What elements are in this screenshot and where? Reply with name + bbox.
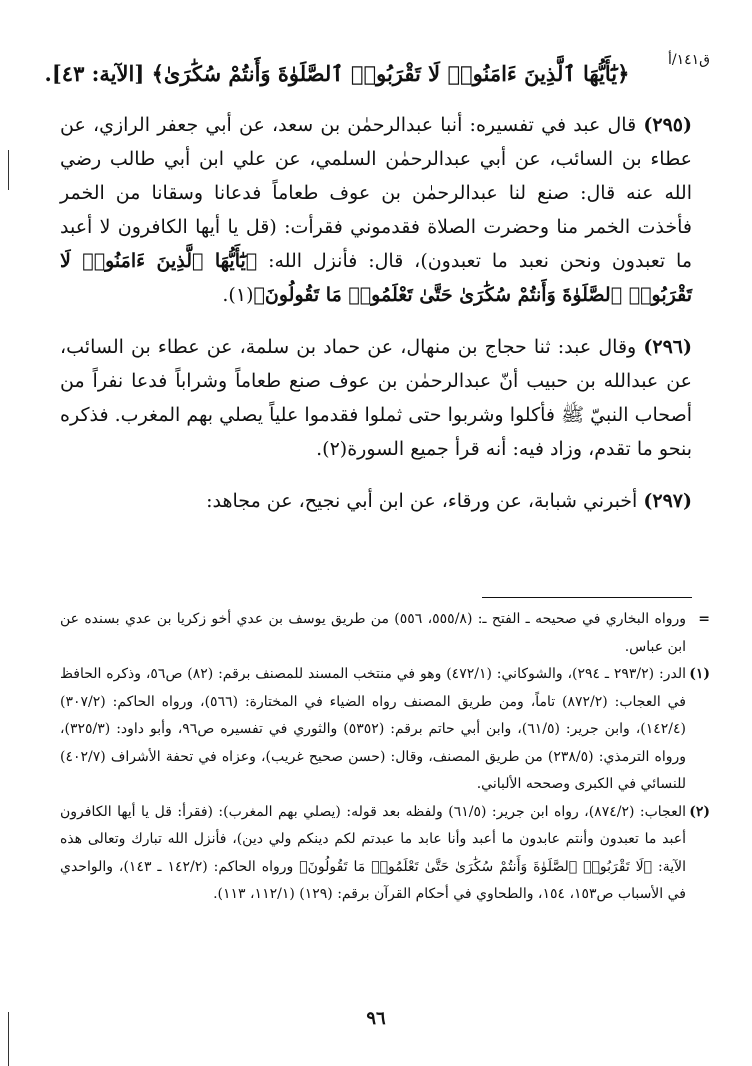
footnotes [60, 606, 710, 909]
narration-296 [60, 330, 692, 466]
narration-number: (٢٩٥) [643, 114, 693, 136]
margin-rule [8, 150, 9, 190]
narration-text: قال عبد في تفسيره: أنبا عبدالرحمٰن بن سعد، عن أبي جعفر الرازي، عن عطاء بن السائب، عن أبي عبدالرحمٰن السلمي، عن علي ابن أبي طالب رضي الله عنه قال: صنع لنا عبدالرحمٰن بن عوف طعاماً فدعانا وسقانا من الخمر فأخذت الخمر منا وحضرت الصلاة فقدموني فقرأت: (قل يا أيها الكافرون لا أعبد ما تعبدون ونحن نعبد ما تعبدون)، قال: فأنزل الله: [60, 114, 692, 272]
quran-quote: ﴿يَٰٓأَيُّهَا ٱلَّذِينَ ءَامَنُوا۟ لَا تَقْرَبُوا۟ ٱلصَّلَوٰةَ وَأَنتُمْ سُكَٰرَىٰ حَتَّىٰ تَعْلَمُوا۟ مَا تَقُولُونَ﴾ [60, 250, 692, 306]
footnote-text: العجاب: (٨٧٤/٢)، رواه ابن جرير: (٦١/٥) ولفظه بعد قوله: (يصلي بهم المغرب): (فقرأ: قل يا أيها الكافرون أعبد ما تعبدون وأنتم عابدون ما أعبد وأنا عابد ما عبدتم لكم دينكم ولي دين)، فأنزل الله تبارك وتعالى هذه الآية: ﴿لَا تَقْرَبُوا۟ ٱلصَّلَوٰةَ وَأَنتُمْ سُكَٰرَىٰ حَتَّىٰ تَعْلَمُوا۟ مَا تَقُولُونَ﴾ ورواه الحاكم: (١٤٢/٢ ـ ١٤٣)، والواحدي في الأسباب ص١٥٣، ١٥٤، والطحاوي في أحكام القرآن برقم: (١٢٩) (١١٢/١، ١١٣). [60, 803, 686, 902]
narration-295 [60, 108, 692, 312]
footnote-text: ورواه البخاري في صحيحه ـ الفتح ـ: (٥٥٥/٨، ٥٥٦) من طريق يوسف بن عدي أخو زكريا بن عدي بسنده عن ابن عباس. [60, 611, 687, 655]
footnote-separator [482, 597, 692, 598]
footnote-ref: (١). [222, 284, 254, 306]
footnote-continuation [60, 606, 710, 661]
footnote-mark: = [698, 611, 710, 627]
narration-number: (٢٩٧) [643, 490, 692, 512]
main-text [60, 108, 692, 536]
footnote-mark: (١) [689, 666, 710, 682]
page-number: ٩٦ [366, 1008, 386, 1029]
footnote-2 [60, 799, 710, 909]
narration-text: وقال عبد: ثنا حجاج بن منهال، عن حماد بن سلمة، عن عطاء بن السائب، عن عبدالله بن حبيب أنّ عبدالرحمٰن بن عوف صنع طعاماً وشراباً فدعا نفراً من أصحاب النبيّ ﷺ فأكلوا وشربوا حتى ثملوا فقدموا علياً يصلي بهم المغرب. فذكره بنحو ما تقدم، وزاد فيه: أنه قرأ جميع السورة(٢). [60, 336, 692, 460]
footnote-text: الدر: (٢٩٣/٢ ـ ٢٩٤)، والشوكاني: (٤٧٢/١) وهو في منتخب المسند للمصنف برقم: (٨٢) ص٥٦، وذكره الحافظ في العجاب: (٨٧٢/٢) تاماً، ومن طريق المصنف رواه الضياء في المختارة: (٥٦٦)، ورواه الحاكم: (٣٠٧/٢) (١٤٢/٤)، وابن جرير: (٦١/٥)، وابن أبي حاتم برقم: (٥٣٥٢) والثوري في تفسيره ص٩٦، وأبو داود: (٣٢٥/٣)، ورواه الترمذي: (٢٣٨/٥) من طريق المصنف، وقال: (حسن صحيح غريب)، وعزاه في تحفة الأشراف (٤٠٢/٧) للنسائي في الكبرى وصححه الألباني. [60, 666, 687, 792]
header-verse: ﴿يَٰٓأَيُّهَا ٱلَّذِينَ ءَامَنُوا۟ لَا تَقْرَبُوا۟ ٱلصَّلَوٰةَ وَأَنتُمْ سُكَٰرَىٰ﴾ [الآية: ٤٣]. [44, 61, 630, 86]
narration-text: أخبرني شبابة، عن ورقاء، عن ابن أبي نجيح، عن مجاهد: [206, 490, 638, 512]
narration-number: (٢٩٦) [643, 336, 692, 358]
footnote-mark: (٢) [689, 803, 710, 820]
footnote-1 [60, 661, 710, 799]
narration-297 [60, 484, 692, 518]
manuscript-folio-ref: ق١٤١/أ [667, 52, 710, 68]
